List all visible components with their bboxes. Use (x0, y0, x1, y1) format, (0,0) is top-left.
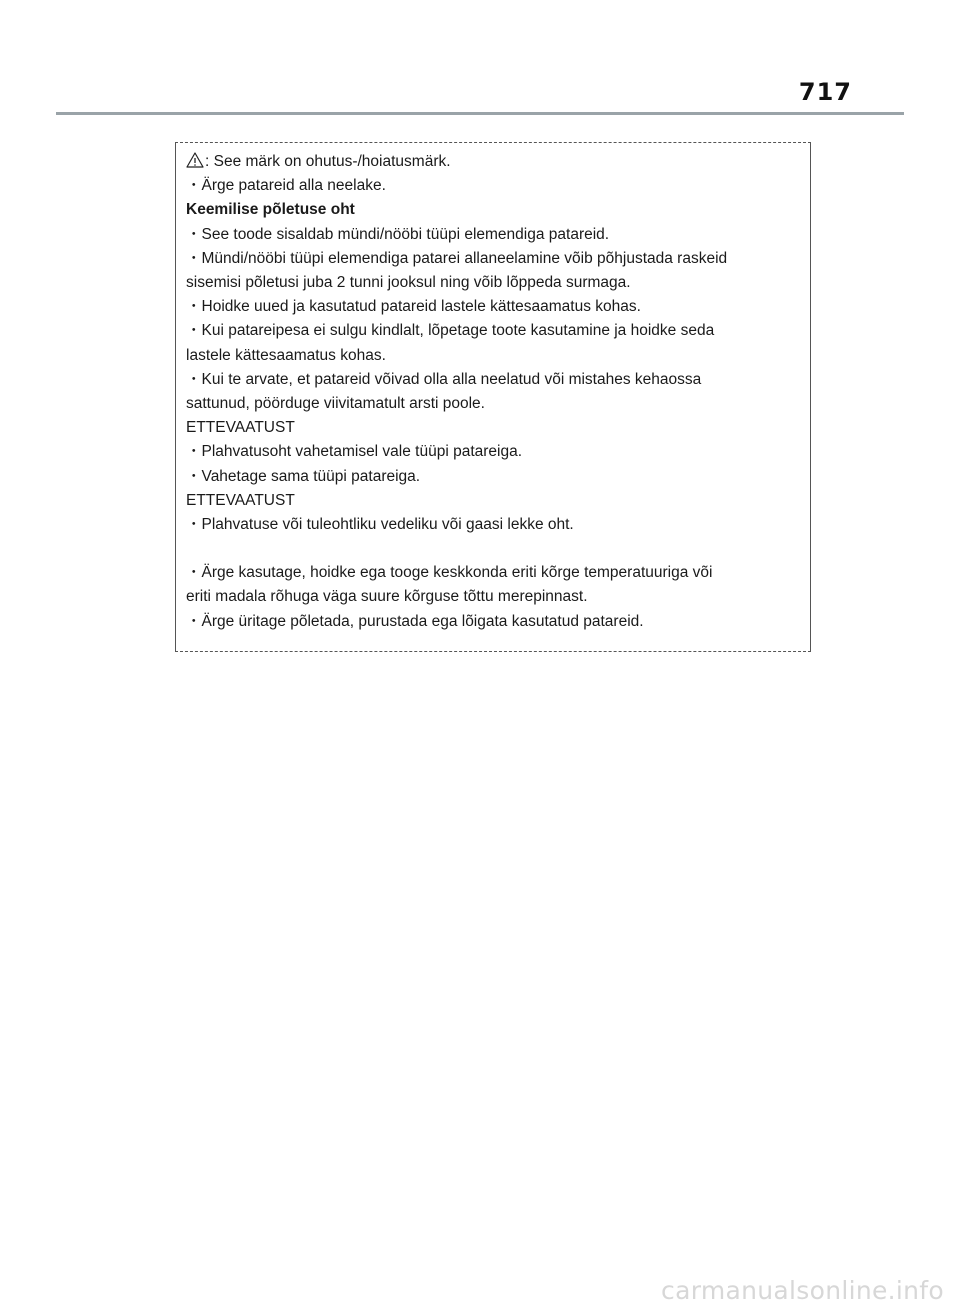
warning-line: eriti madala rõhuga väga suure kõrguse tõttu merepinnast. (186, 588, 588, 606)
warning-line: ・Kui patareipesa ei sulgu kindlalt, lõpetage toote kasutamine ja hoidke seda (186, 322, 715, 340)
warning-line: ETTEVAATUST (186, 491, 295, 509)
warning-line: ・Ärge üritage põletada, purustada ega lõigata kasutatud patareid. (186, 612, 644, 630)
warning-line: ・See toode sisaldab mündi/nööbi tüüpi elemendiga patareid. (186, 225, 610, 243)
warning-line: ETTEVAATUST (186, 419, 295, 437)
warning-line: ・Mündi/nööbi tüüpi elemendiga patarei allaneelamine võib põhjustada raskeid (186, 249, 728, 267)
warning-box (175, 142, 811, 652)
header-rule (56, 112, 904, 115)
page-number: 717 (798, 78, 852, 106)
warning-line: ・Ärge patareid alla neelake. (186, 177, 386, 195)
footer-watermark: carmanualsonline.info (661, 1276, 944, 1305)
warning-line: lastele kättesaamatus kohas. (186, 346, 386, 364)
warning-line: ・Vahetage sama tüüpi patareiga. (186, 467, 421, 485)
warning-lines (186, 174, 800, 634)
warning-line: ・Hoidke uued ja kasutatud patareid lastele kättesaamatus kohas. (186, 298, 641, 316)
warning-line: ・Ärge kasutage, hoidke ega tooge keskkonda eriti kõrge temperatuuriga või (186, 564, 713, 582)
warning-line: ・Kui te arvate, et patareid võivad olla alla neelatud või mistahes kehaossa (186, 370, 702, 388)
warning-line (186, 537, 800, 561)
warning-line: sattunud, pöörduge viivitamatult arsti poole. (186, 395, 485, 413)
warning-triangle-icon (186, 152, 204, 168)
warning-line: ・Plahvatusoht vahetamisel vale tüüpi patareiga. (186, 443, 523, 461)
warning-line: ・Plahvatuse või tuleohtliku vedeliku või gaasi lekke oht. (186, 516, 574, 534)
warning-heading: Keemilise põletuse oht (186, 201, 355, 219)
warning-intro-line (186, 150, 800, 174)
warning-intro-text: : See märk on ohutus-/hoiatusmärk. (205, 153, 451, 170)
warning-line: sisemisi põletusi juba 2 tunni jooksul ning võib lõppeda surmaga. (186, 274, 631, 292)
